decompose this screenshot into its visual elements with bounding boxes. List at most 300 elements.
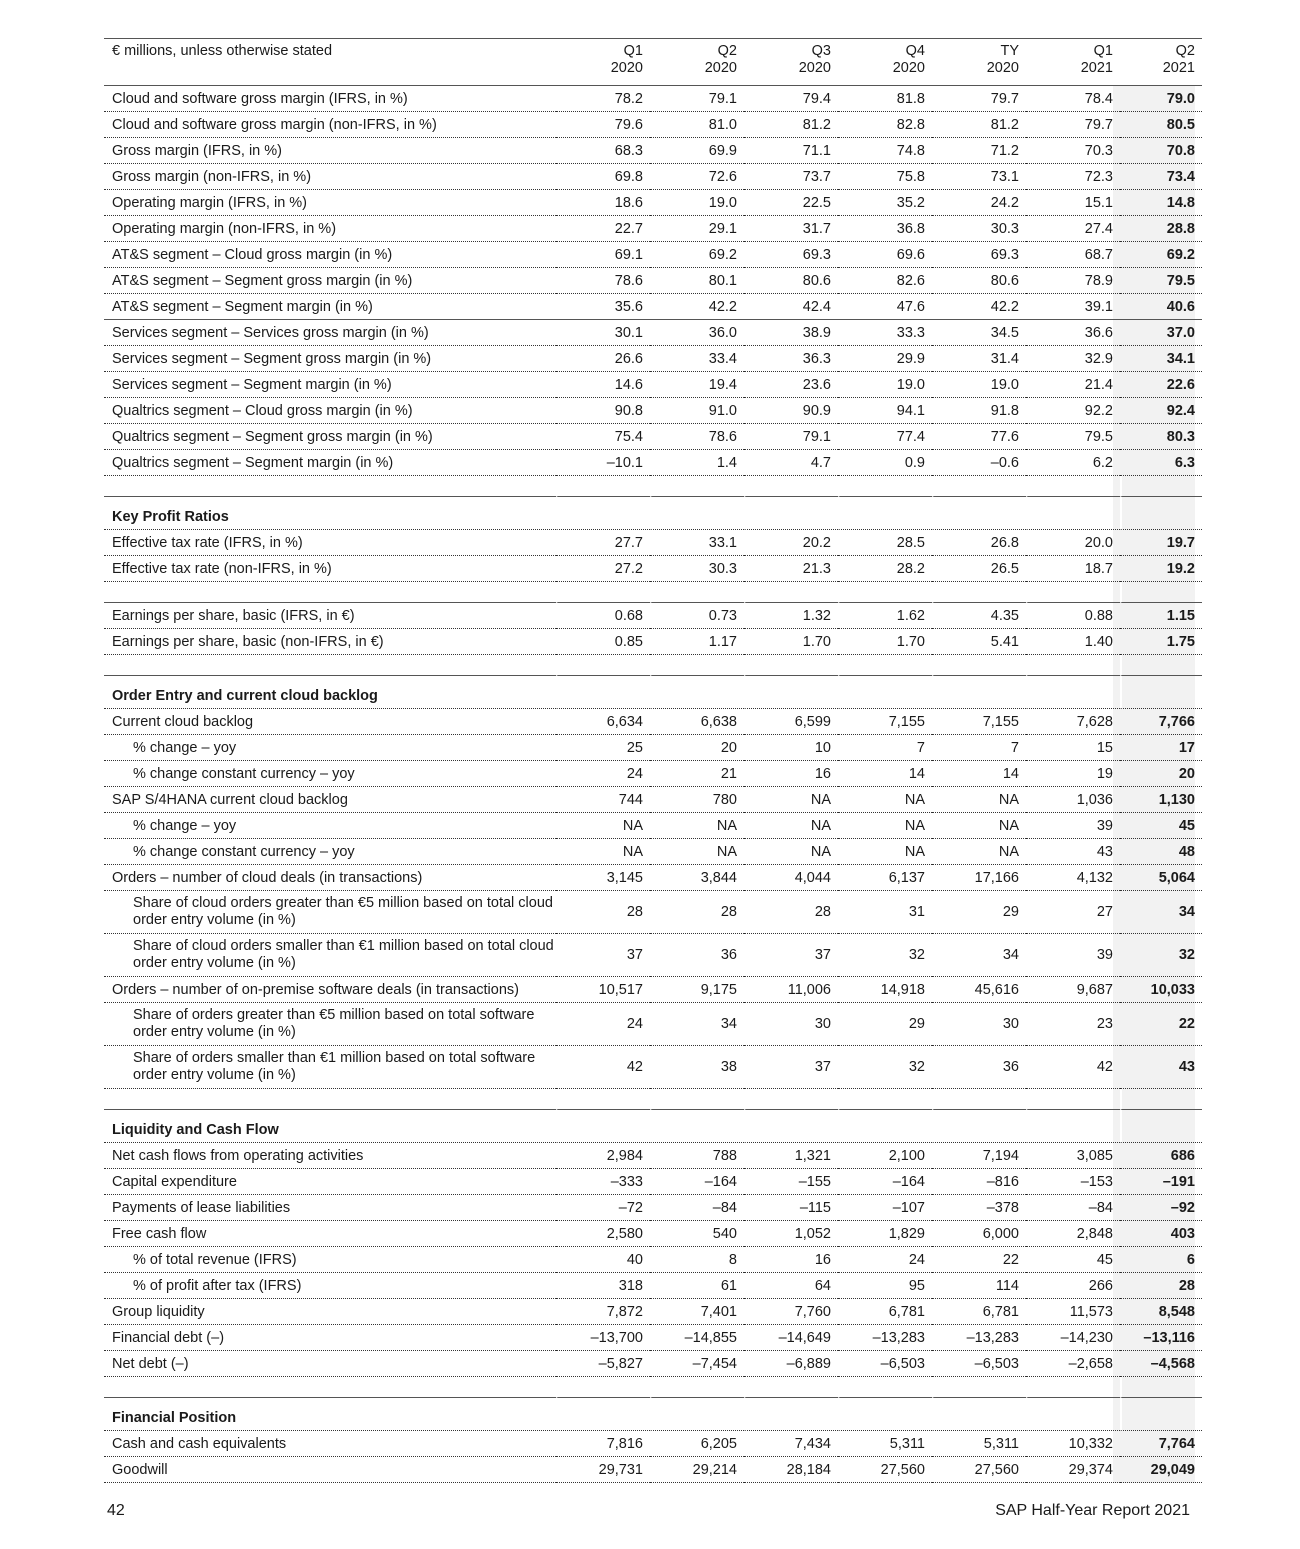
value-cell: 24 [556,1003,650,1046]
value-cell: 72.6 [650,164,744,190]
value-cell: 42 [1026,1046,1120,1089]
row-label: % change constant currency – yoy [104,761,556,787]
value-cell: 75.8 [838,164,932,190]
value-cell: 318 [556,1273,650,1299]
header-col-q1-2020: Q1 2020 [556,38,650,86]
section-empty-cell [1120,676,1202,709]
table-row [104,709,1202,735]
table-row [104,450,1202,476]
current-quarter-value: 17 [1120,735,1202,761]
value-cell: 77.4 [838,424,932,450]
value-cell: 21 [650,761,744,787]
value-cell: 7,628 [1026,709,1120,735]
row-label: Orders – number of cloud deals (in transactions) [104,865,556,891]
value-cell: 21.4 [1026,372,1120,398]
row-label: Gross margin (non-IFRS, in %) [104,164,556,190]
table-row [104,1457,1202,1483]
value-cell: 0.88 [1026,603,1120,629]
section-empty-cell [744,1110,838,1143]
section-empty-cell [650,1110,744,1143]
value-cell: 20.2 [744,530,838,556]
spacer-cell [104,1089,556,1110]
table-row [104,1046,1202,1089]
value-cell: 39.1 [1026,294,1120,320]
value-cell: NA [556,839,650,865]
value-cell: 36.3 [744,346,838,372]
value-cell: 19.0 [838,372,932,398]
value-cell: 26.5 [932,556,1026,582]
spacer-cell [650,476,744,497]
table-row [104,294,1202,320]
current-quarter-value: 92.4 [1120,398,1202,424]
value-cell: 31.4 [932,346,1026,372]
current-quarter-value: –4,568 [1120,1351,1202,1377]
value-cell: 36 [932,1046,1026,1089]
value-cell: 4,044 [744,865,838,891]
value-cell: NA [744,839,838,865]
value-cell: 78.9 [1026,268,1120,294]
table-row [104,1351,1202,1377]
section-heading-row [104,497,1202,530]
spacer-cell [1120,655,1202,676]
current-quarter-value: 70.8 [1120,138,1202,164]
current-quarter-value: 6 [1120,1247,1202,1273]
value-cell: 30 [932,1003,1026,1046]
current-quarter-value: 34.1 [1120,346,1202,372]
value-cell: 28 [556,891,650,934]
value-cell: 81.2 [932,112,1026,138]
value-cell: 95 [838,1273,932,1299]
value-cell: 28.2 [838,556,932,582]
value-cell: 0.73 [650,603,744,629]
value-cell: 21.3 [744,556,838,582]
spacer-cell [556,655,650,676]
value-cell: 10 [744,735,838,761]
table-row [104,556,1202,582]
spacer-cell [744,655,838,676]
value-cell: 36.0 [650,320,744,346]
value-cell: 36.6 [1026,320,1120,346]
value-cell: 28 [744,891,838,934]
value-cell: –164 [650,1169,744,1195]
value-cell: 71.1 [744,138,838,164]
value-cell: 42.2 [650,294,744,320]
value-cell: 15.1 [1026,190,1120,216]
section-empty-cell [556,497,650,530]
spacer-cell [650,1377,744,1398]
spacer-cell [1026,476,1120,497]
table-row [104,603,1202,629]
section-empty-cell [838,676,932,709]
value-cell: 7,872 [556,1299,650,1325]
table-row [104,320,1202,346]
table-row [104,977,1202,1003]
row-label: Operating margin (non-IFRS, in %) [104,216,556,242]
section-empty-cell [838,1398,932,1431]
value-cell: 34.5 [932,320,1026,346]
current-quarter-value: 34 [1120,891,1202,934]
value-cell: 9,687 [1026,977,1120,1003]
spacer-cell [1026,582,1120,603]
header-col-q2-2020: Q2 2020 [650,38,744,86]
row-label: AT&S segment – Segment gross margin (in %) [104,268,556,294]
table-row [104,891,1202,934]
current-quarter-value: 79.5 [1120,268,1202,294]
current-quarter-value: 28.8 [1120,216,1202,242]
value-cell: –6,503 [838,1351,932,1377]
spacer-cell [650,1089,744,1110]
spacer-cell [838,476,932,497]
value-cell: 79.6 [556,112,650,138]
value-cell: 1.17 [650,629,744,655]
value-cell: 79.1 [650,86,744,112]
section-empty-cell [932,1110,1026,1143]
table-spacer-row [104,582,1202,603]
row-label: Cloud and software gross margin (IFRS, in %) [104,86,556,112]
value-cell: –107 [838,1195,932,1221]
value-cell: 29,214 [650,1457,744,1483]
value-cell: 28 [650,891,744,934]
table-row [104,1169,1202,1195]
spacer-cell [838,582,932,603]
section-empty-cell [932,676,1026,709]
value-cell: 3,145 [556,865,650,891]
value-cell: 780 [650,787,744,813]
page-number: 42 [107,1502,125,1519]
value-cell: 29,731 [556,1457,650,1483]
section-empty-cell [838,497,932,530]
current-quarter-value: 37.0 [1120,320,1202,346]
spacer-cell [838,655,932,676]
value-cell: 7,434 [744,1431,838,1457]
value-cell: –6,503 [932,1351,1026,1377]
value-cell: 7 [838,735,932,761]
current-quarter-value: 79.0 [1120,86,1202,112]
current-quarter-value: 403 [1120,1221,1202,1247]
row-label: Capital expenditure [104,1169,556,1195]
value-cell: –14,649 [744,1325,838,1351]
row-label: Operating margin (IFRS, in %) [104,190,556,216]
value-cell: 35.2 [838,190,932,216]
row-label: Gross margin (IFRS, in %) [104,138,556,164]
value-cell: 78.6 [556,268,650,294]
value-cell: 1.62 [838,603,932,629]
row-label: Services segment – Segment margin (in %) [104,372,556,398]
current-quarter-value: 22 [1120,1003,1202,1046]
section-empty-cell [1120,1398,1202,1431]
value-cell: –14,230 [1026,1325,1120,1351]
section-heading-row [104,676,1202,709]
row-label: Share of orders smaller than €1 million based on total software order entry volume (in %) [104,1046,556,1089]
table-row [104,865,1202,891]
value-cell: 73.1 [932,164,1026,190]
spacer-cell [1120,476,1202,497]
value-cell: 1.40 [1026,629,1120,655]
value-cell: 33.3 [838,320,932,346]
current-quarter-value: 1,130 [1120,787,1202,813]
table-row [104,735,1202,761]
value-cell: 6,205 [650,1431,744,1457]
value-cell: 79.4 [744,86,838,112]
row-label: Earnings per share, basic (IFRS, in €) [104,603,556,629]
row-label: % of total revenue (IFRS) [104,1247,556,1273]
value-cell: 26.6 [556,346,650,372]
value-cell: 1,829 [838,1221,932,1247]
table-row [104,424,1202,450]
value-cell: 22.5 [744,190,838,216]
row-label: Earnings per share, basic (non-IFRS, in €) [104,629,556,655]
current-quarter-value: –191 [1120,1169,1202,1195]
value-cell: 20.0 [1026,530,1120,556]
value-cell: 22.7 [556,216,650,242]
section-heading: Financial Position [104,1398,556,1431]
value-cell: 69.2 [650,242,744,268]
value-cell: 1.4 [650,450,744,476]
table-row [104,86,1202,112]
spacer-cell [1026,655,1120,676]
value-cell: 34 [650,1003,744,1046]
value-cell: 81.2 [744,112,838,138]
value-cell: 72.3 [1026,164,1120,190]
value-cell: 28,184 [744,1457,838,1483]
current-quarter-value: –13,116 [1120,1325,1202,1351]
value-cell: –816 [932,1169,1026,1195]
value-cell: 6,599 [744,709,838,735]
row-label: Net cash flows from operating activities [104,1143,556,1169]
row-label: AT&S segment – Segment margin (in %) [104,294,556,320]
row-label: Share of cloud orders smaller than €1 million based on total cloud order entry volume (in %) [104,934,556,977]
row-label: % change – yoy [104,735,556,761]
spacer-cell [744,1089,838,1110]
value-cell: 71.2 [932,138,1026,164]
section-empty-cell [556,1398,650,1431]
row-label: Effective tax rate (non-IFRS, in %) [104,556,556,582]
section-empty-cell [744,497,838,530]
value-cell: 15 [1026,735,1120,761]
value-cell: 37 [744,1046,838,1089]
value-cell: –5,827 [556,1351,650,1377]
value-cell: 1,036 [1026,787,1120,813]
value-cell: 74.8 [838,138,932,164]
value-cell: 30.3 [932,216,1026,242]
value-cell: 81.8 [838,86,932,112]
spacer-cell [650,655,744,676]
value-cell: 7,155 [932,709,1026,735]
value-cell: 25 [556,735,650,761]
row-label: Share of cloud orders greater than €5 million based on total cloud order entry volume (in %) [104,891,556,934]
value-cell: NA [650,813,744,839]
spacer-cell [1120,1089,1202,1110]
row-label: Share of orders greater than €5 million based on total software order entry volume (in %) [104,1003,556,1046]
table-row [104,346,1202,372]
value-cell: 36.8 [838,216,932,242]
value-cell: 38 [650,1046,744,1089]
value-cell: –378 [932,1195,1026,1221]
table-row [104,787,1202,813]
value-cell: –2,658 [1026,1351,1120,1377]
value-cell: 79.5 [1026,424,1120,450]
value-cell: 79.1 [744,424,838,450]
spacer-cell [104,582,556,603]
value-cell: 4.7 [744,450,838,476]
value-cell: NA [932,839,1026,865]
row-label: SAP S/4HANA current cloud backlog [104,787,556,813]
row-label: Financial debt (–) [104,1325,556,1351]
row-label: Cloud and software gross margin (non-IFRS, in %) [104,112,556,138]
value-cell: 42.4 [744,294,838,320]
value-cell: NA [556,813,650,839]
table-row [104,1003,1202,1046]
value-cell: NA [838,787,932,813]
value-cell: 27,560 [838,1457,932,1483]
value-cell: NA [932,787,1026,813]
value-cell: 10,332 [1026,1431,1120,1457]
value-cell: 69.1 [556,242,650,268]
value-cell: 29.1 [650,216,744,242]
value-cell: 42.2 [932,294,1026,320]
value-cell: 22 [932,1247,1026,1273]
table-row [104,138,1202,164]
table-row [104,216,1202,242]
value-cell: 16 [744,1247,838,1273]
report-title: SAP Half-Year Report 2021 [995,1502,1190,1519]
current-quarter-value: 45 [1120,813,1202,839]
value-cell: 37 [744,934,838,977]
current-quarter-value: 1.15 [1120,603,1202,629]
value-cell: 70.3 [1026,138,1120,164]
value-cell: 6,781 [932,1299,1026,1325]
value-cell: 80.6 [932,268,1026,294]
value-cell: 6,634 [556,709,650,735]
value-cell: 7,194 [932,1143,1026,1169]
value-cell: 1.32 [744,603,838,629]
value-cell: 78.6 [650,424,744,450]
value-cell: 78.4 [1026,86,1120,112]
value-cell: 30.3 [650,556,744,582]
value-cell: 19 [1026,761,1120,787]
table-row [104,530,1202,556]
row-label: Goodwill [104,1457,556,1483]
value-cell: 29.9 [838,346,932,372]
value-cell: 61 [650,1273,744,1299]
table-spacer-row [104,1377,1202,1398]
spacer-cell [650,582,744,603]
spacer-cell [932,1377,1026,1398]
value-cell: –13,283 [838,1325,932,1351]
current-quarter-value: 43 [1120,1046,1202,1089]
spacer-cell [1026,1377,1120,1398]
header-col-ty-2020: TY 2020 [932,38,1026,86]
value-cell: 4.35 [932,603,1026,629]
spacer-cell [932,1089,1026,1110]
header-col-q1-2021: Q1 2021 [1026,38,1120,86]
value-cell: 30.1 [556,320,650,346]
value-cell: NA [744,787,838,813]
row-label: Effective tax rate (IFRS, in %) [104,530,556,556]
value-cell: –13,283 [932,1325,1026,1351]
row-label: Cash and cash equivalents [104,1431,556,1457]
value-cell: 69.3 [932,242,1026,268]
section-heading: Key Profit Ratios [104,497,556,530]
header-unit-label: € millions, unless otherwise stated [104,38,556,86]
value-cell: –6,889 [744,1351,838,1377]
row-label: AT&S segment – Cloud gross margin (in %) [104,242,556,268]
row-label: Payments of lease liabilities [104,1195,556,1221]
section-empty-cell [1120,1110,1202,1143]
spacer-cell [556,476,650,497]
value-cell: 11,573 [1026,1299,1120,1325]
current-quarter-value: 32 [1120,934,1202,977]
value-cell: 19.0 [932,372,1026,398]
value-cell: 6,638 [650,709,744,735]
value-cell: –84 [1026,1195,1120,1221]
current-quarter-value: 5,064 [1120,865,1202,891]
value-cell: 27.4 [1026,216,1120,242]
value-cell: 2,848 [1026,1221,1120,1247]
value-cell: 7,401 [650,1299,744,1325]
row-label: Current cloud backlog [104,709,556,735]
spacer-cell [556,582,650,603]
key-figures-table [104,38,1202,1483]
spacer-cell [838,1377,932,1398]
current-quarter-value: 40.6 [1120,294,1202,320]
section-empty-cell [1026,497,1120,530]
value-cell: 92.2 [1026,398,1120,424]
section-empty-cell [556,1110,650,1143]
section-empty-cell [1026,1110,1120,1143]
spacer-cell [744,1377,838,1398]
value-cell: 6,000 [932,1221,1026,1247]
table-row [104,1221,1202,1247]
table-row [104,190,1202,216]
value-cell: NA [838,839,932,865]
value-cell: 32.9 [1026,346,1120,372]
section-empty-cell [932,497,1026,530]
value-cell: 33.1 [650,530,744,556]
section-empty-cell [1026,676,1120,709]
table-row [104,813,1202,839]
value-cell: 14 [932,761,1026,787]
value-cell: 5,311 [932,1431,1026,1457]
value-cell: –155 [744,1169,838,1195]
current-quarter-value: 14.8 [1120,190,1202,216]
current-quarter-value: 29,049 [1120,1457,1202,1483]
table-header-row [104,38,1202,86]
value-cell: 1.70 [744,629,838,655]
value-cell: 68.3 [556,138,650,164]
value-cell: 24 [838,1247,932,1273]
value-cell: 1.70 [838,629,932,655]
value-cell: 2,100 [838,1143,932,1169]
value-cell: 90.9 [744,398,838,424]
table-row [104,934,1202,977]
current-quarter-value: 80.3 [1120,424,1202,450]
value-cell: –10.1 [556,450,650,476]
value-cell: –72 [556,1195,650,1221]
value-cell: 3,844 [650,865,744,891]
header-col-q3-2020: Q3 2020 [744,38,838,86]
value-cell: 45 [1026,1247,1120,1273]
value-cell: 43 [1026,839,1120,865]
value-cell: 1,321 [744,1143,838,1169]
value-cell: –0.6 [932,450,1026,476]
section-empty-cell [744,1398,838,1431]
table-spacer-row [104,655,1202,676]
row-label: Orders – number of on-premise software deals (in transactions) [104,977,556,1003]
section-heading-row [104,1398,1202,1431]
table-row [104,398,1202,424]
table-row [104,372,1202,398]
